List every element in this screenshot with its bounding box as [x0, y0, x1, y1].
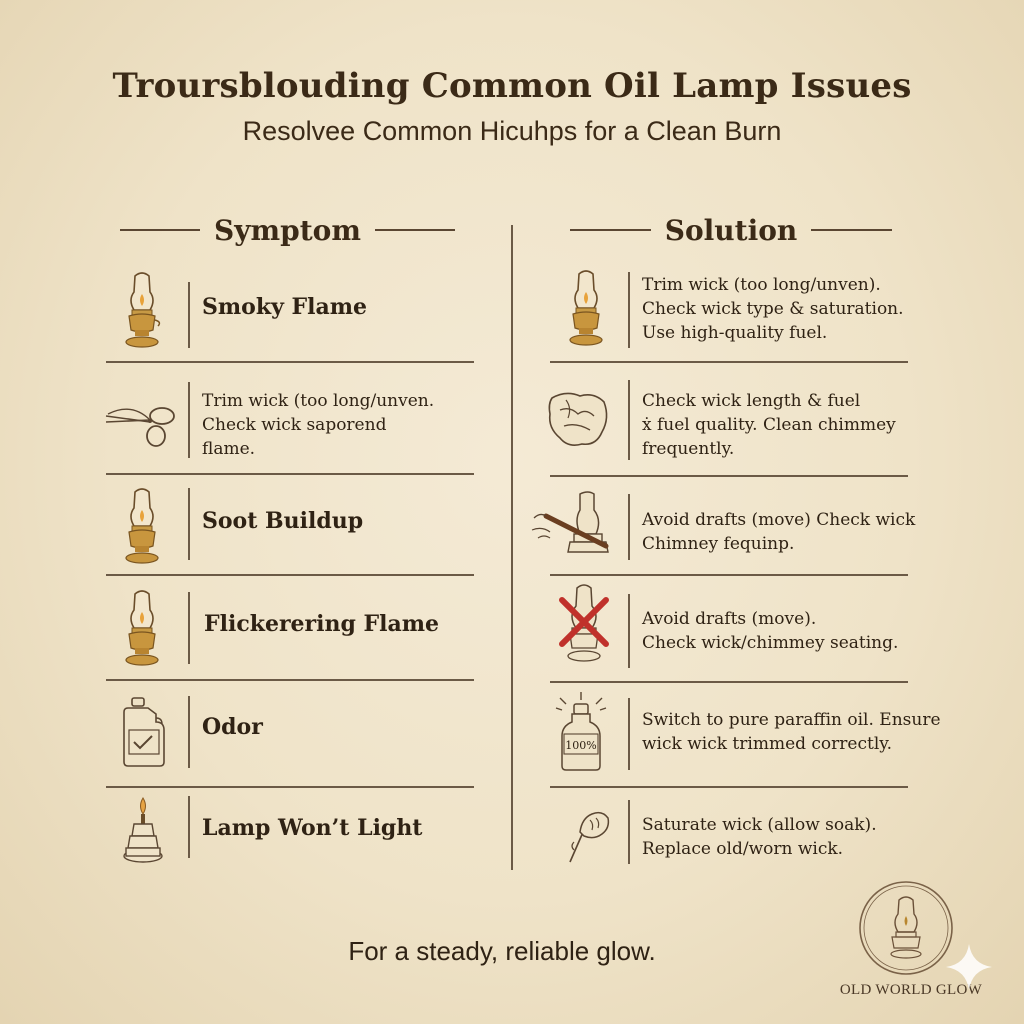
row-divider [550, 361, 908, 363]
cell-divider [188, 592, 190, 664]
symptom-text-line: flame. [202, 439, 256, 459]
row-divider [550, 574, 908, 576]
solution-text-line: ẋ fuel quality. Clean chimmey [642, 415, 896, 435]
scissors-icon [104, 394, 178, 450]
solution-column-header [570, 210, 892, 250]
oil-lamp-icon [564, 268, 608, 346]
column-divider [511, 225, 513, 870]
cell-divider [188, 696, 190, 768]
row-divider [550, 475, 908, 477]
solution-text-line: Trim wick (too long/unven). [642, 275, 881, 295]
solution-text-line: Avoid drafts (move). [642, 609, 817, 629]
solution-text-line: Replace old/worn wick. [642, 839, 844, 859]
row-divider [106, 473, 474, 475]
cell-divider [628, 494, 630, 560]
cell-divider [628, 800, 630, 864]
bottle-label: 100% [565, 739, 597, 752]
footer-tagline: For a steady, reliable glow. [348, 936, 656, 966]
crossed-lamp-icon [556, 582, 612, 664]
sparkle-icon [944, 942, 994, 992]
cell-divider [628, 594, 630, 668]
oil-lamp-icon [120, 270, 164, 348]
cell-divider [628, 272, 630, 348]
header-rule [375, 229, 455, 231]
symptom-label-lamp-wont-light: Lamp Won’t Light [202, 815, 423, 841]
page-subtitle: Resolvee Common Hicuhps for a Clean Burn [242, 116, 782, 146]
solution-header-label: Solution [664, 213, 798, 247]
cell-divider [188, 382, 190, 458]
row-divider [550, 681, 908, 683]
cell-divider [188, 282, 190, 348]
symptom-header-label: Symptom [214, 213, 361, 247]
solution-text-line: Chimney fequinp. [642, 534, 795, 554]
oil-lamp-icon [120, 588, 164, 666]
candle-lamp-icon [122, 796, 164, 866]
header-rule [120, 229, 200, 231]
header-rule [811, 229, 892, 231]
symptom-column-header [120, 210, 455, 250]
hand-wick-icon [566, 806, 612, 864]
row-divider [106, 361, 474, 363]
oil-bottle-icon [552, 692, 610, 772]
row-divider [106, 574, 474, 576]
solution-text-line: Switch to pure paraffin oil. Ensure [642, 710, 941, 730]
cell-divider [188, 796, 190, 858]
cleaning-cloth-icon [546, 388, 612, 450]
oil-lamp-icon [120, 486, 164, 564]
solution-text-line: Saturate wick (allow soak). [642, 815, 877, 835]
brand-logo-icon [856, 878, 956, 978]
symptom-text-line: Check wick saporend [202, 415, 387, 435]
solution-text-line: Check wick type & saturation. [642, 299, 904, 319]
symptom-label-flickering-flame: Flickerering Flame [204, 611, 440, 637]
symptom-text-line: Trim wick (too long/unven. [202, 391, 435, 411]
symptom-label-odor: Odor [202, 714, 263, 740]
brand-name: OLD WORLD GLOW [839, 982, 983, 998]
solution-text-line: Avoid drafts (move) Check wick [642, 510, 916, 530]
solution-text-line: Check wick/chimmey seating. [642, 633, 899, 653]
symptom-label-smoky-flame: Smoky Flame [202, 294, 368, 320]
symptom-label-soot-buildup: Soot Buildup [202, 508, 364, 534]
solution-text-line: Use high-quality fuel. [642, 323, 828, 343]
solution-text-line: Check wick length & fuel [642, 391, 861, 411]
row-divider [550, 786, 908, 788]
cell-divider [628, 380, 630, 460]
chimney-brush-icon [530, 490, 614, 560]
solution-text-line: frequently. [642, 439, 735, 459]
cell-divider [628, 698, 630, 770]
oil-jug-icon [122, 696, 168, 770]
header-rule [570, 229, 651, 231]
solution-text-line: wick wick trimmed correctly. [642, 734, 893, 754]
row-divider [106, 786, 474, 788]
page-title: Troursblouding Common Oil Lamp Issues [112, 66, 912, 106]
row-divider [106, 679, 474, 681]
cell-divider [188, 488, 190, 560]
